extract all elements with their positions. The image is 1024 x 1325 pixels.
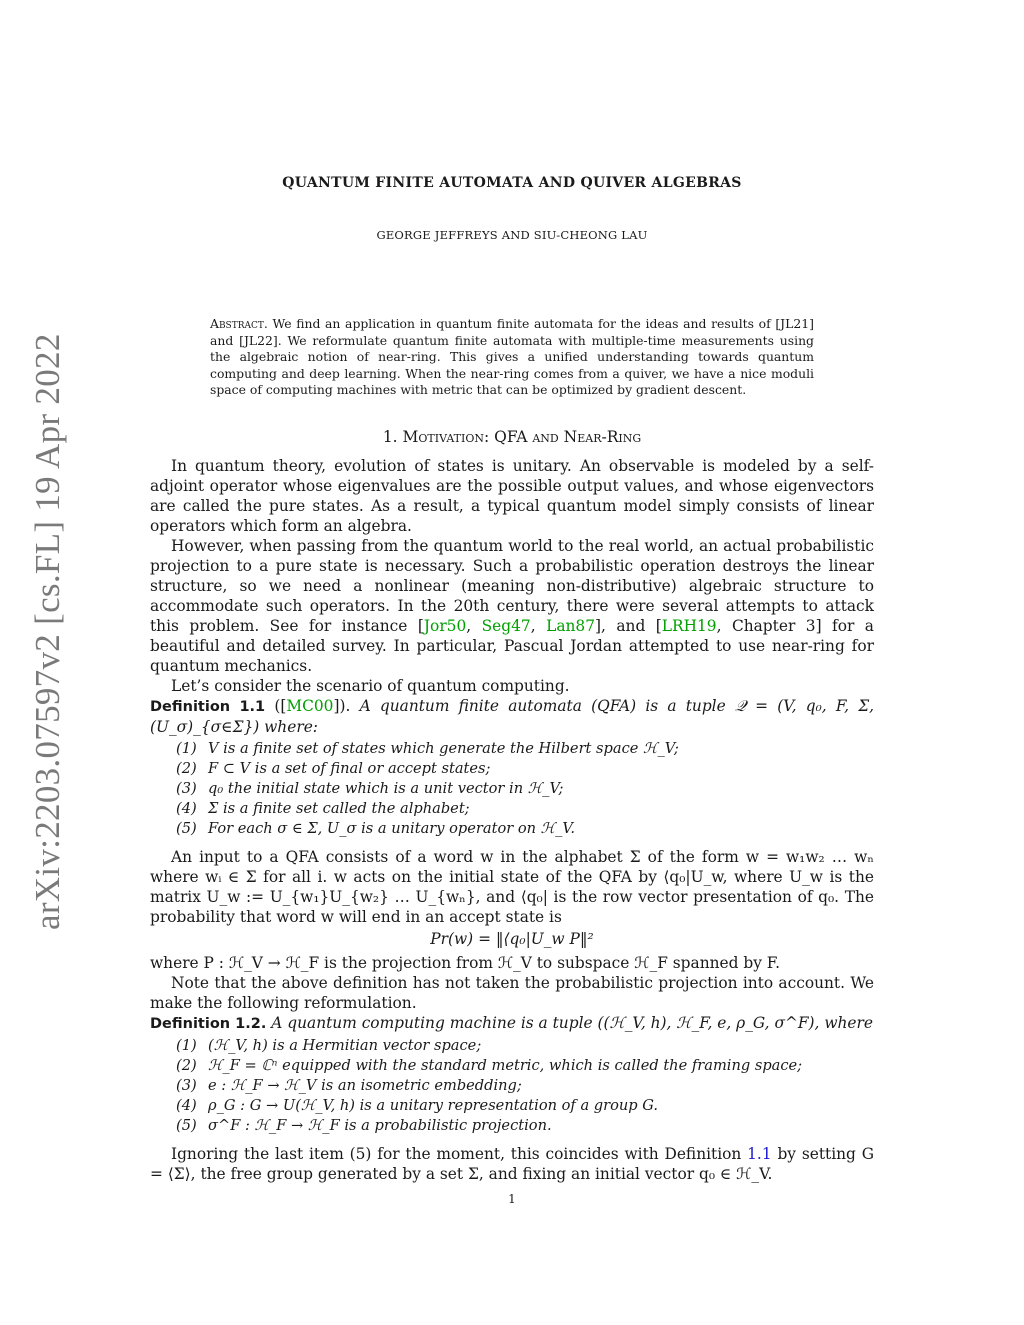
paragraph-1: In quantum theory, evolution of states is unitary. An observable is modeled by a self-adjoint operator whose eigenvalues are the possible output values, and whose eigenvectors are called the pure states. As a result, a typical quantum model simply consists of linear operators which form an algebra. [150,457,874,535]
list-item [150,779,874,799]
arxiv-stamp: arXiv:2203.07597v2 [cs.FL] 19 Apr 2022 [28,333,67,930]
paragraph-last-b: by setting G = ⟨Σ⟩, the free group generated by a set Σ, and fixing an initial vector q₀ ∈ ℋ_V. [150,1145,874,1183]
item-text: ℋ_F = ℂⁿ equipped with the standard metric, which is called the framing space; [208,1057,803,1074]
citation-lan87[interactable]: Lan87 [546,617,595,635]
item-number: (3) [176,780,197,797]
item-text: σ^F : ℋ_F → ℋ_F is a probabilistic projection. [208,1117,552,1134]
paragraph-last [150,1144,874,1184]
list-item [150,799,874,819]
list-item [150,819,874,839]
item-text: For each σ ∈ Σ, U_σ is a unitary operator on ℋ_V. [208,820,576,837]
item-number: (1) [176,1037,197,1054]
definition-1-1-statement: A quantum finite automata (QFA) is a tuple 𝒬 = (V, q₀, F, Σ, (U_σ)_{σ∈Σ}) where: [150,697,874,736]
item-text: Σ is a finite set called the alphabet; [208,800,470,817]
item-text: V is a finite set of states which generate the Hilbert space ℋ_V; [208,740,679,757]
citation-mc00[interactable]: MC00 [286,697,334,715]
item-text: q₀ the initial state which is a unit vector in ℋ_V; [208,780,564,797]
citation-jor50[interactable]: Jor50 [423,617,467,635]
definition-1-2 [150,1013,874,1034]
paragraph-input: An input to a QFA consists of a word w in the alphabet Σ of the form w = w₁w₂ … wₙ where wᵢ ∈ Σ for all i. w acts on the initial state of the QFA by ⟨q₀|U_w, where U_w is the matrix U_w := U_{w₁}U_{w₂} … U_{wₙ}, and ⟨q₀| is the row vector presentation of q₀. The probability that word w will end in an accept state is [150,848,874,926]
definition-1-2-statement: A quantum computing machine is a tuple ((ℋ_V, h), ℋ_F, e, ρ_G, σ^F), where [271,1014,873,1032]
equation-probability: Pr(w) = ‖⟨q₀|U_w P‖² [430,930,594,948]
paragraph-2-a: However, when passing from the quantum world to the real world, an actual probabilistic projection to a pure state is necessary. Such a probabilistic operation destroys the linear structure, so we need a nonlinear (meaning non-distributive) algebraic structure to accommodate such operators. In the 20th century, there were several attempts to attack this problem. See for instance [ [150,537,874,635]
list-item [150,739,874,759]
item-number: (2) [176,1057,197,1074]
section-number: 1. [382,428,398,446]
item-number: (1) [176,740,197,757]
definition-1-1: Definition 1.1 ([MC00]). A quantum finite automata (QFA) is a tuple 𝒬 = (V, q₀, F, Σ, (U_σ)_{σ∈Σ}) where: [150,697,874,736]
item-number: (3) [176,1077,197,1094]
definition-1-2-label: Definition 1.2. [150,1016,267,1032]
definition-link[interactable]: 1.1 [747,1145,772,1163]
page-number: 1 [508,1192,516,1206]
paragraph-2-b: , Chapter 3] for a beautiful and detailed survey. In particular, Pascual Jordan attempted to use near-ring for quantum mechanics. [150,617,874,675]
body-text [150,456,874,1184]
list-item [150,1116,874,1136]
list-item [150,1056,874,1076]
item-number: (4) [176,800,197,817]
list-item [150,759,874,779]
paragraph-3: Let’s consider the scenario of quantum computing. [171,677,570,695]
list-item [150,1076,874,1096]
list-item [150,1096,874,1116]
item-text: (ℋ_V, h) is a Hermitian vector space; [208,1037,482,1054]
item-text: F ⊂ V is a set of final or accept states; [208,760,491,777]
item-number: (5) [176,820,197,837]
citation-seg47[interactable]: Seg47 [481,617,531,635]
paragraph-note: Note that the above definition has not taken the probabilistic projection into account. We make the following reformulation. [150,974,874,1012]
abstract [210,316,814,399]
list-item [150,1036,874,1056]
item-text: e : ℋ_F → ℋ_V is an isometric embedding; [208,1077,522,1094]
paragraph-last-a: Ignoring the last item (5) for the moment, this coincides with Definition [171,1145,748,1163]
item-number: (4) [176,1097,197,1114]
citation-lrh19[interactable]: LRH19 [661,617,717,635]
definition-1-1-label: Definition 1.1 [150,699,266,715]
item-number: (5) [176,1117,197,1134]
paragraph-2: However, when passing from the quantum world to the real world, an actual probabilistic projection to a pure state is necessary. Such a probabilistic operation destroys the linear structure, so we need a nonlinear (meaning non-distributive) algebraic structure to accommodate such operators. In the 20th century, there were several attempts to attack this problem. See for instance [Jor50, Seg47, Lan87], and [LRH19, Chapter 3] for a beautiful and detailed survey. In particular, Pascual Jordan attempted to use near-ring for quantum mechanics. [150,537,874,675]
abstract-text: We find an application in quantum finite automata for the ideas and results of [JL21] and [JL22]. We reformulate quantum finite automata with multiple-time measurements using the algebraic notion of near-ring. This gives a unified understanding towards quantum computing and deep learning. When the near-ring comes from a quiver, we have a nice moduli space of computing machines with metric that can be optimized by gradient descent. [210,316,814,398]
paper-title: QUANTUM FINITE AUTOMATA AND QUIVER ALGEBRAS [282,175,742,191]
paper-authors: GEORGE JEFFREYS AND SIU-CHEONG LAU [376,228,648,242]
definition-1-2-list [150,1036,874,1136]
item-number: (2) [176,760,197,777]
section-title: Motivation: QFA and Near-Ring [402,428,642,446]
definition-1-1-list [150,739,874,839]
section-heading [150,428,874,446]
item-text: ρ_G : G → U(ℋ_V, h) is a unitary representation of a group G. [208,1097,659,1114]
paragraph-where: where P : ℋ_V → ℋ_F is the projection from ℋ_V to subspace ℋ_F spanned by F. [150,954,780,972]
abstract-label: Abstract. [210,316,268,331]
